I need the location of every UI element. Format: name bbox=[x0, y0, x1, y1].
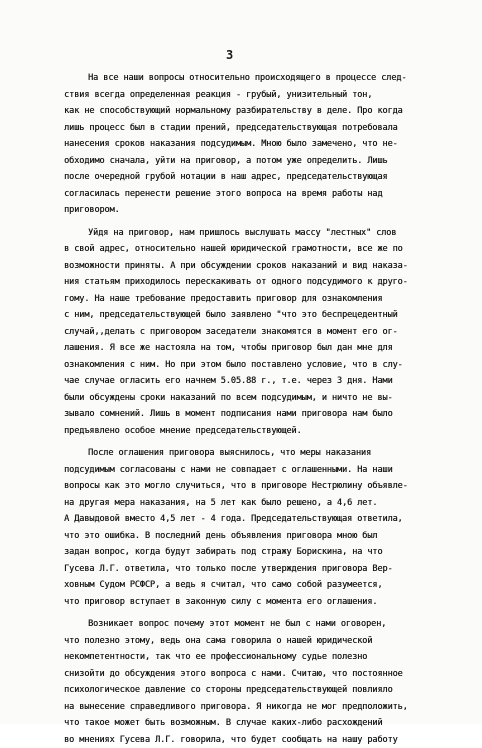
text-line: подсудимым согласованы с нами не совпадает с оглашенными. На наши bbox=[64, 462, 464, 479]
text-line: гому. На наше требование предоставить приговор для ознакомления bbox=[64, 291, 464, 308]
text-line: что полезно этому, ведь она сама говорила о нашей юридической bbox=[64, 633, 464, 650]
text-line: вопросы как это могло случиться, что в приговоре Нестрюлину объявле- bbox=[64, 478, 464, 495]
text-line: нанесения сроков наказания подсудимым. Мною было замечено, что не- bbox=[64, 136, 464, 153]
text-line: После оглашения приговора выяснилось, что меры наказания bbox=[64, 445, 464, 462]
text-line: после очередной грубой нотации в наш адрес, председательствующая bbox=[64, 169, 464, 186]
text-line: ховным Судом РСФСР, а ведь я считал, что само собой разумеется, bbox=[64, 577, 464, 594]
text-line: ознакомления с ним. Но при этом было поставлено условие, что в слу- bbox=[64, 357, 464, 374]
text-line: снизойти до обсуждения этого вопроса с нами. Считаю, что постоянное bbox=[64, 666, 464, 683]
text-line: ствия всегда определенная реакция - грубый, унизительный тон, bbox=[64, 87, 464, 104]
text-line: лашения. Я все же настояла на том, чтобы приговор был дан мне для bbox=[64, 340, 464, 357]
text-line: возможности приняты. А при обсуждении сроков наказаний и вид наказа- bbox=[64, 258, 464, 275]
body-text bbox=[64, 70, 464, 748]
text-line: обходимо сначала, уйти на приговор, а потом уже определить. Лишь bbox=[64, 153, 464, 170]
text-line: предъявлено особое мнение председательствующей. bbox=[64, 423, 464, 440]
text-line: случай,,делать с приговором заседатели знакомятся в момент его ог- bbox=[64, 324, 464, 341]
text-line: ния статьям приходилось перескакивать от одного подсудимого к друго- bbox=[64, 274, 464, 291]
text-line: Возникает вопрос почему этот момент не был с нами оговорен, bbox=[64, 616, 464, 633]
text-line: согласилась перенести решение этого вопроса на время работы над bbox=[64, 186, 464, 203]
text-line: в свой адрес, относительно нашей юридической грамотности, все же по bbox=[64, 241, 464, 258]
text-line: на другая мера наказания, на 5 лет как было решено, а 4,6 лет. bbox=[64, 495, 464, 512]
text-line: задан вопрос, когда будут забирать под стражу Борискина, на что bbox=[64, 544, 464, 561]
text-line: во мнениях Гусева Л.Г. говорила, что будет сообщать на нашу работу bbox=[64, 732, 464, 748]
text-line: что приговор вступает в законную силу с момента его оглашения. bbox=[64, 594, 464, 611]
text-line: лишь процесс был в стадии прений, председательствующая потребовала bbox=[64, 120, 464, 137]
text-line: что это ошибка. В последний день объявления приговора мною был bbox=[64, 528, 464, 545]
text-line: что такое может быть возможным. В случае каких-либо расхождений bbox=[64, 715, 464, 732]
text-line: зывало сомнений. Лишь в момент подписания нами приговора нам было bbox=[64, 406, 464, 423]
text-line: Уйдя на приговор, нам пришлось выслушать массу "лестных" слов bbox=[64, 225, 464, 242]
text-line: были обсуждены сроки наказаний по всем подсудимым, и ничто не вы- bbox=[64, 390, 464, 407]
text-line: некомпетентности, так что ее профессиональному судье полезно bbox=[64, 649, 464, 666]
text-line: А Давыдовой вместо 4,5 лет - 4 года. Председательствующая ответила, bbox=[64, 511, 464, 528]
text-line: как не способствующий нормальному разбирательству в деле. Про когда bbox=[64, 103, 464, 120]
page-number: 3 bbox=[226, 48, 233, 62]
text-line: чае случае огласить его начнем 5.05.88 г., т.е. через 3 дня. Нами bbox=[64, 373, 464, 390]
text-line: Гусева Л.Г. ответила, что только после утверждения приговора Вер- bbox=[64, 561, 464, 578]
text-line: на вынесение справедливого приговора. Я никогда не мог предположить, bbox=[64, 699, 464, 716]
text-line: приговором. bbox=[64, 202, 464, 219]
text-line: психологическое давление со стороны председательствующей повлияло bbox=[64, 682, 464, 699]
text-line: На все наши вопросы относительно происходящего в процессе след- bbox=[64, 70, 464, 87]
text-line: с ним, председательствующей было заявлено "что это беспрецедентный bbox=[64, 307, 464, 324]
